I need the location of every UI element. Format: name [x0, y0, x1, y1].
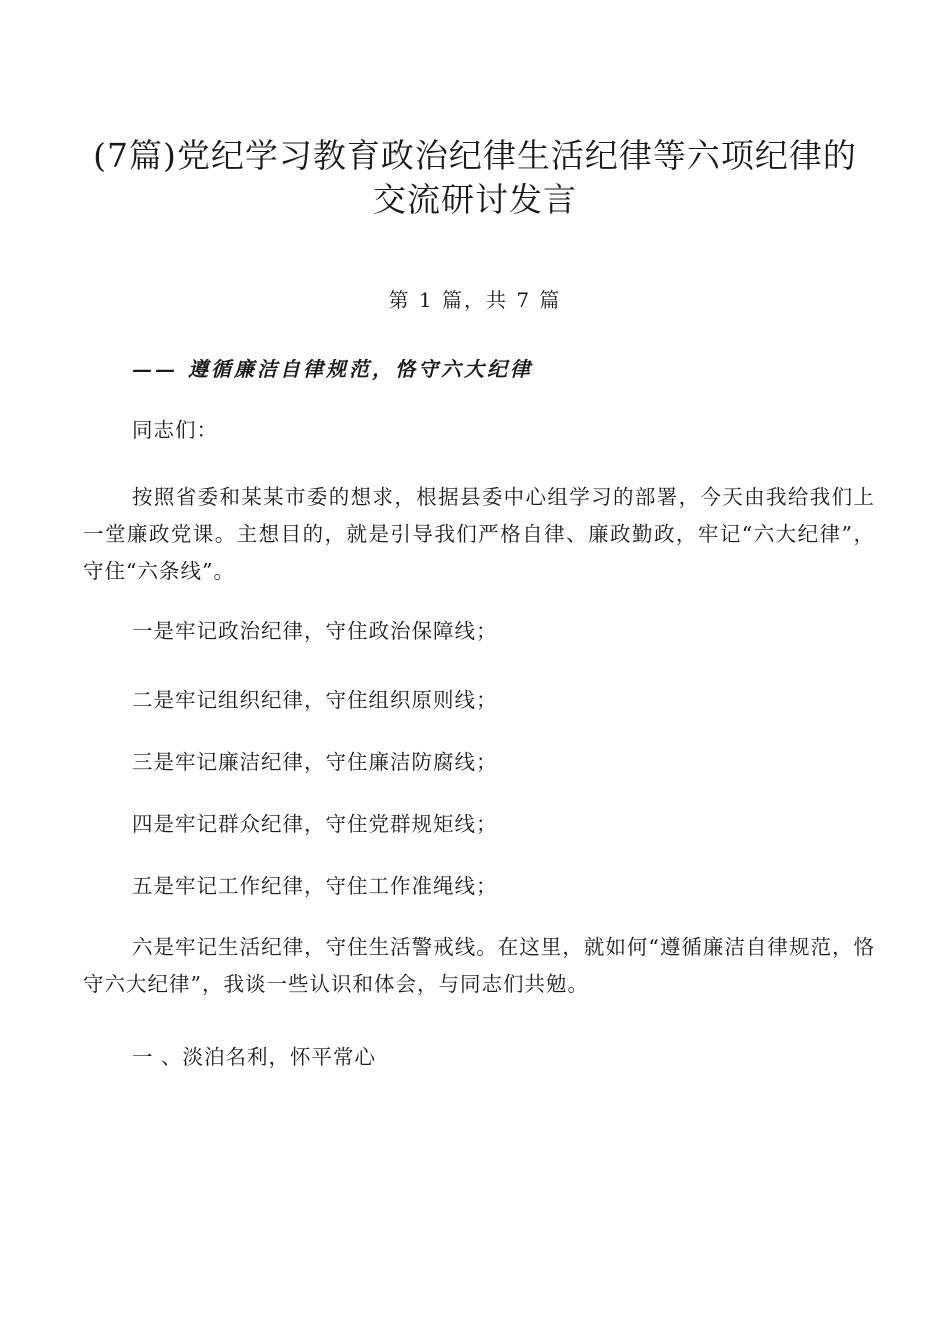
list-item: 五是牢记工作纪律，守住工作准绳线；	[132, 874, 498, 898]
list-item: 四是牢记群众纪律，守住党群规矩线；	[132, 812, 498, 836]
section-heading: 一 、淡泊名利，怀平常心	[132, 1045, 377, 1069]
sixth-item-paragraph: 六是牢记生活纪律，守住生活警戒线。在这里，就如何“遵循廉洁自律规范，恪守六大纪律”，我谈一些认识和体会，与同志们共勉。	[83, 935, 875, 996]
list-item: 一是牢记政治纪律，守住政治保障线；	[132, 619, 498, 643]
list-item: 二是牢记组织纪律，守住组织原则线；	[132, 688, 498, 712]
list-item: 三是牢记廉洁纪律，守住廉洁防腐线；	[132, 750, 498, 774]
document-title: (7篇)党纪学习教育政治纪律生活纪律等六项纪律的交流研讨发言	[93, 136, 857, 219]
subtitle: —— 遵循廉洁自律规范，恪守六大纪律	[132, 357, 533, 381]
salutation: 同志们：	[132, 418, 218, 442]
intro-paragraph: 按照省委和某某市委的想求，根据县委中心组学习的部署，今天由我给我们上一堂廉政党课。主想目的，就是引导我们严格自律、廉政勤政，牢记“六大纪律”，守住“六条线”。	[83, 485, 875, 583]
part-label: 第 1 篇，共 7 篇	[388, 288, 562, 312]
